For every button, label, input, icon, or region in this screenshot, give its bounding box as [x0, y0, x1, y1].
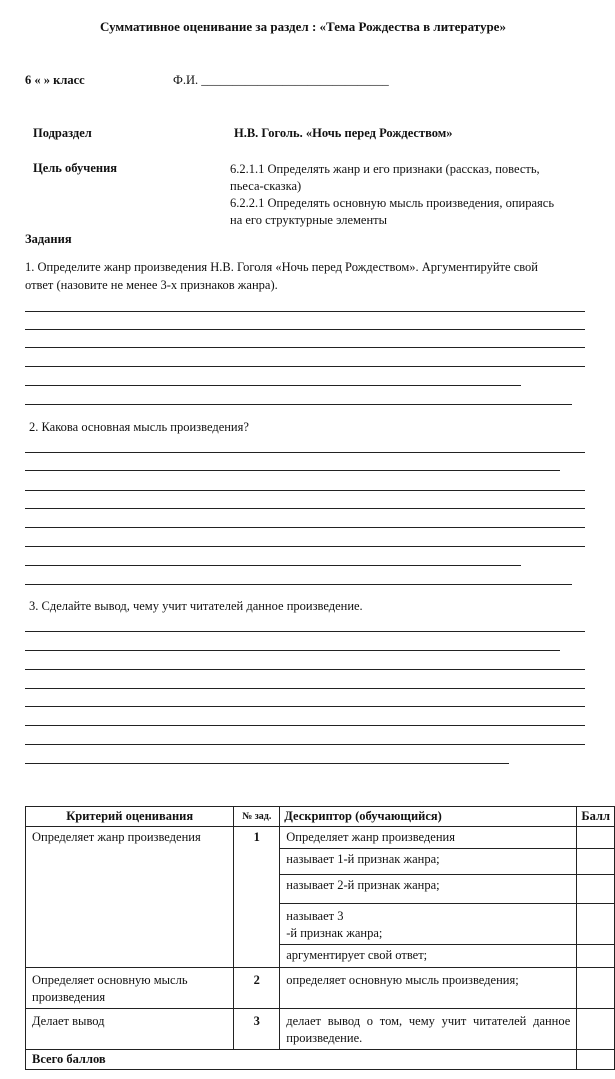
student-name-field[interactable]: Ф.И. ______________________________ [173, 73, 389, 87]
score-cell[interactable] [577, 945, 615, 968]
descriptor-cell: называет 2-й признак жанра; [280, 875, 577, 904]
task-number-cell: 2 [234, 968, 280, 1009]
score-cell[interactable] [577, 849, 615, 875]
total-label: Всего баллов [26, 1050, 577, 1070]
answer-line [25, 452, 585, 453]
header-score: Балл [577, 807, 615, 827]
answer-line [25, 763, 509, 764]
descriptor-cell: называет 1-й признак жанра; [280, 849, 577, 875]
task-3-text: 3. Сделайте вывод, чему учит читателей данное произведение. [29, 599, 363, 613]
task-number-cell: 3 [234, 1009, 280, 1050]
answer-line [25, 631, 585, 632]
task-2-text: 2. Какова основная мысль произведения? [29, 420, 249, 434]
section-label: Подраздел [33, 126, 92, 140]
score-cell[interactable] [577, 1009, 615, 1050]
answer-line [25, 706, 585, 707]
task-1-text: 1. Определите жанр произведения Н.В. Гоголя «Ночь перед Рождеством». Аргументируйте свой [25, 260, 539, 274]
answer-line [25, 725, 585, 726]
answer-line [25, 404, 572, 405]
score-cell[interactable] [577, 904, 615, 945]
answer-line [25, 669, 585, 670]
descriptor-text: называет 3 [286, 909, 344, 923]
answer-line [25, 311, 585, 312]
table-row [26, 827, 615, 849]
answer-line [25, 329, 585, 330]
answer-line [25, 527, 585, 528]
total-score-cell[interactable] [577, 1050, 615, 1070]
answer-line [25, 546, 585, 547]
table-row [26, 1009, 615, 1050]
answer-line [25, 584, 572, 585]
answer-line [25, 688, 585, 689]
descriptor-cell: определяет основную мысль произведения; [280, 968, 577, 1009]
class-label: 6 « » класс [25, 73, 85, 87]
criteria-table [25, 806, 615, 1070]
tasks-heading: Задания [25, 232, 72, 246]
task-1-text-cont: ответ (назовите не менее 3-х признаков жанра). [25, 278, 278, 292]
score-cell[interactable] [577, 875, 615, 904]
section-value: Н.В. Гоголь. «Ночь перед Рождеством» [234, 126, 453, 140]
goal-line: 6.2.1.1 Определять жанр и его признаки (рассказ, повесть, [230, 162, 540, 176]
table-header-row [26, 807, 615, 827]
answer-line [25, 508, 585, 509]
document-title: Суммативное оценивание за раздел : «Тема Рождества в литературе» [100, 19, 506, 34]
answer-line [25, 650, 560, 651]
answer-line [25, 565, 521, 566]
goal-label: Цель обучения [33, 161, 118, 175]
answer-line [25, 470, 560, 471]
goal-line: пьеса-сказка) [230, 179, 302, 193]
table-total-row [26, 1050, 615, 1070]
score-cell[interactable] [577, 968, 615, 1009]
answer-line [25, 490, 585, 491]
answer-line [25, 744, 585, 745]
descriptor-cell [280, 904, 577, 945]
criterion-cell: Определяет основную мысль произведения [26, 968, 234, 1009]
task-number-cell: 1 [234, 827, 280, 968]
criterion-cell: Делает вывод [26, 1009, 234, 1050]
criterion-cell: Определяет жанр произведения [26, 827, 234, 968]
table-row [26, 968, 615, 1009]
header-criterion: Критерий оценивания [26, 807, 234, 827]
answer-line [25, 385, 521, 386]
answer-line [25, 366, 585, 367]
descriptor-cell: аргументирует свой ответ; [280, 945, 577, 968]
header-descriptor: Дескриптор (обучающийся) [280, 807, 577, 827]
goal-line: 6.2.2.1 Определять основную мысль произведения, опираясь [230, 196, 555, 210]
descriptor-cell: делает вывод о том, чему учит читателей данное произведение. [280, 1009, 577, 1050]
header-task-number: № зад. [234, 807, 280, 827]
score-cell[interactable] [577, 827, 615, 849]
descriptor-cell: Определяет жанр произведения [280, 827, 577, 849]
goal-line: на его структурные элементы [230, 213, 388, 227]
descriptor-text: -й признак жанра; [286, 926, 383, 940]
answer-line [25, 347, 585, 348]
